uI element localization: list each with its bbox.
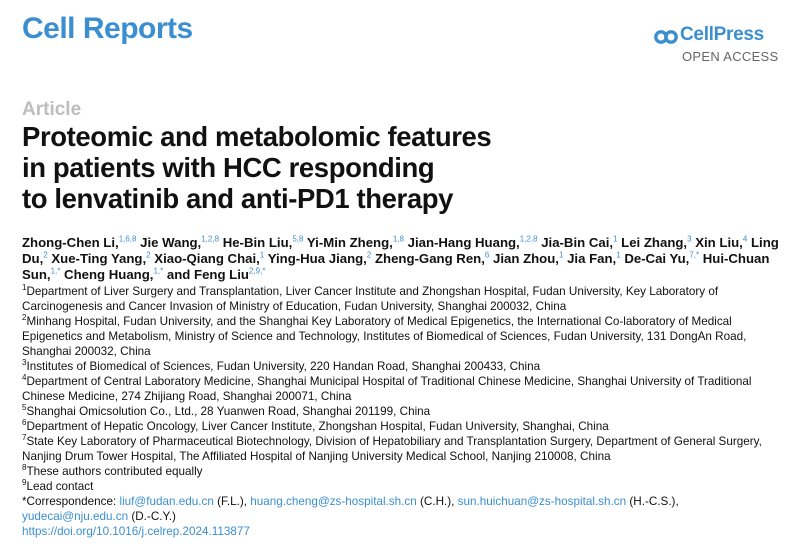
- email-link[interactable]: huang.cheng@zs-hospital.sh.cn: [250, 495, 417, 508]
- email-owner: (F.L.),: [217, 495, 247, 508]
- email-link[interactable]: sun.huichuan@zs-hospital.sh.cn: [457, 495, 627, 508]
- affiliation: [22, 314, 788, 359]
- affiliation: [22, 404, 788, 419]
- author-name: Zhong-Chen Li,: [22, 235, 119, 250]
- author-affiliation-marker: 1,2,8: [519, 234, 538, 244]
- author-name: Cheng Huang,: [64, 267, 154, 282]
- author-list: [22, 235, 787, 283]
- author-name: Xiao-Qiang Chai,: [154, 251, 260, 266]
- affiliation-number: 4: [22, 373, 27, 383]
- affiliations-block: [22, 284, 788, 539]
- author: [493, 251, 563, 266]
- correspondence-label: *Correspondence:: [22, 495, 117, 508]
- author-name: Jian Zhou,: [493, 251, 559, 266]
- cellpress-logo: [654, 25, 784, 69]
- affiliation-number: 3: [22, 358, 27, 368]
- affiliation: [22, 284, 788, 314]
- author-affiliation-marker: 5,8: [292, 234, 304, 244]
- author-affiliation-marker: 1: [616, 250, 621, 260]
- author: [307, 235, 404, 250]
- affiliation-number: 1: [22, 283, 27, 293]
- author-name: Xin Liu,: [695, 235, 743, 250]
- author: [695, 235, 747, 250]
- affiliation-number: 9: [22, 478, 27, 488]
- email-owner: (H.-C.S.),: [629, 495, 679, 508]
- title-line: to lenvatinib and anti-PD1 therapy: [22, 183, 454, 214]
- author-affiliation-marker: 7,*: [689, 250, 700, 260]
- author-name: Hui-Chuan Sun,: [22, 251, 770, 282]
- author-name: Ling Du,: [22, 235, 779, 266]
- author-name: Jian-Hang Huang,: [407, 235, 520, 250]
- author: [154, 251, 264, 266]
- author: [167, 267, 266, 282]
- email-owner: (D.-C.Y.): [131, 510, 176, 523]
- author-affiliation-marker: 6: [484, 250, 490, 260]
- author-affiliation-marker: 2: [366, 250, 372, 260]
- affiliation-text: State Key Laboratory of Pharmaceutical Biotechnology, Division of Hepatobiliary and Transplantation Surgery, Department of General Surgery, Nanjing Drum Tower Hospital, The Affiliated Hospital of Nanjing University Medical School, Nanjing 210008, China: [22, 435, 762, 463]
- author-name: Lei Zhang,: [621, 235, 688, 250]
- publisher-name: CellPress: [680, 24, 764, 45]
- author-name: Jie Wang,: [140, 235, 202, 250]
- author-affiliation-marker: 1: [259, 250, 265, 260]
- author: [408, 235, 538, 250]
- author-affiliation-marker: 1,2,8: [201, 234, 220, 244]
- affiliation-text: Lead contact: [26, 480, 94, 493]
- author-affiliation-marker: 2: [146, 250, 151, 260]
- affiliation-number: 7: [22, 433, 27, 443]
- affiliation: [22, 434, 788, 464]
- author-affiliation-marker: 4: [742, 234, 748, 244]
- affiliation-number: 2: [22, 313, 27, 323]
- affiliation: [22, 419, 788, 434]
- author-affiliation-marker: 2,9,*: [248, 266, 266, 276]
- author-affiliation-marker: 2: [43, 250, 48, 260]
- author-affiliation-marker: 1: [558, 250, 564, 260]
- affiliation-list: [22, 284, 788, 494]
- affiliation: [22, 464, 788, 479]
- author: [140, 235, 219, 250]
- author-affiliation-marker: 1,*: [50, 266, 61, 276]
- author: [621, 235, 691, 250]
- author-affiliation-marker: 3: [687, 234, 692, 244]
- affiliation-text: Department of Hepatic Oncology, Liver Cancer Institute, Zhongshan Hospital, Fudan University, Shanghai, China: [26, 420, 609, 433]
- author: [624, 251, 699, 266]
- author-name: Zheng-Gang Ren,: [374, 251, 485, 266]
- affiliation: [22, 374, 788, 404]
- article-title: [22, 121, 742, 214]
- author: [567, 251, 621, 266]
- title-line: in patients with HCC responding: [22, 152, 435, 183]
- affiliation-text: Shanghai Omicsolution Co., Ltd., 28 Yuanwen Road, Shanghai 201199, China: [26, 405, 431, 418]
- author: [223, 235, 304, 250]
- email-link[interactable]: yudecai@nju.edu.cn: [22, 510, 129, 523]
- correspondence: [22, 494, 788, 524]
- affiliation-number: 8: [22, 463, 27, 473]
- affiliation: [22, 359, 788, 374]
- email-link[interactable]: liuf@fudan.edu.cn: [119, 495, 214, 508]
- author: [22, 235, 136, 250]
- author-affiliation-marker: 1,8: [392, 234, 404, 244]
- affiliation-text: These authors contributed equally: [26, 465, 203, 478]
- author-name: Jia-Bin Cai,: [541, 235, 614, 250]
- author: [268, 251, 372, 266]
- journal-title: Cell Reports: [22, 12, 193, 45]
- affiliation-text: Minhang Hospital, Fudan University, and the Shanghai Key Laboratory of Medical Epigenetics, the International Co-laboratory of Medical Epigenetics and Metabolism, Ministry of Science and Technology, Institutes of Biomedical of Sciences, Fudan University, 131 DongAn Road, Shanghai 200032, China: [22, 315, 747, 358]
- title-line: Proteomic and metabolomic features: [22, 121, 492, 152]
- author-name: He-Bin Liu,: [222, 235, 293, 250]
- doi-link[interactable]: https://doi.org/10.1016/j.celrep.2024.113877: [22, 525, 250, 538]
- author-affiliation-marker: 1: [613, 234, 618, 244]
- author: [64, 267, 163, 282]
- author-name: Yi-Min Zheng,: [306, 235, 393, 250]
- author-name: De-Cai Yu,: [624, 251, 690, 266]
- email-owner: (C.H.),: [420, 495, 455, 508]
- author-name: and Feng Liu: [166, 267, 249, 282]
- affiliation: [22, 479, 788, 494]
- affiliation-text: Institutes of Biomedical of Sciences, Fudan University, 220 Handan Road, Shanghai 200433, China: [26, 360, 541, 373]
- author-name: Xue-Ting Yang,: [51, 251, 147, 266]
- author-name: Jia Fan,: [567, 251, 617, 266]
- affiliation-text: Department of Liver Surgery and Transplantation, Liver Cancer Institute and Zhongshan Hospital, Fudan University, Key Laboratory of Carcinogenesis and Cancer Invasion of Ministry of Education, Fudan University, Shanghai 200032, China: [22, 285, 719, 313]
- affiliation-number: 5: [22, 403, 27, 413]
- affiliation-text: Department of Central Laboratory Medicine, Shanghai Municipal Hospital of Traditional Chinese Medicine, Shanghai University of Traditional Chinese Medicine, 274 Zhijiang Road, Shanghai 200071, China: [22, 375, 752, 403]
- author-affiliation-marker: 1,*: [153, 266, 164, 276]
- article-type: Article: [22, 99, 82, 120]
- author-name: Ying-Hua Jiang,: [267, 251, 367, 266]
- affiliation-number: 6: [22, 418, 27, 428]
- cellpress-mark-icon: [654, 26, 678, 48]
- author: [375, 251, 489, 266]
- author: [51, 251, 150, 266]
- open-access-label: OPEN ACCESS: [682, 49, 779, 64]
- author-affiliation-marker: 1,6,8: [118, 234, 137, 244]
- author: [541, 235, 617, 250]
